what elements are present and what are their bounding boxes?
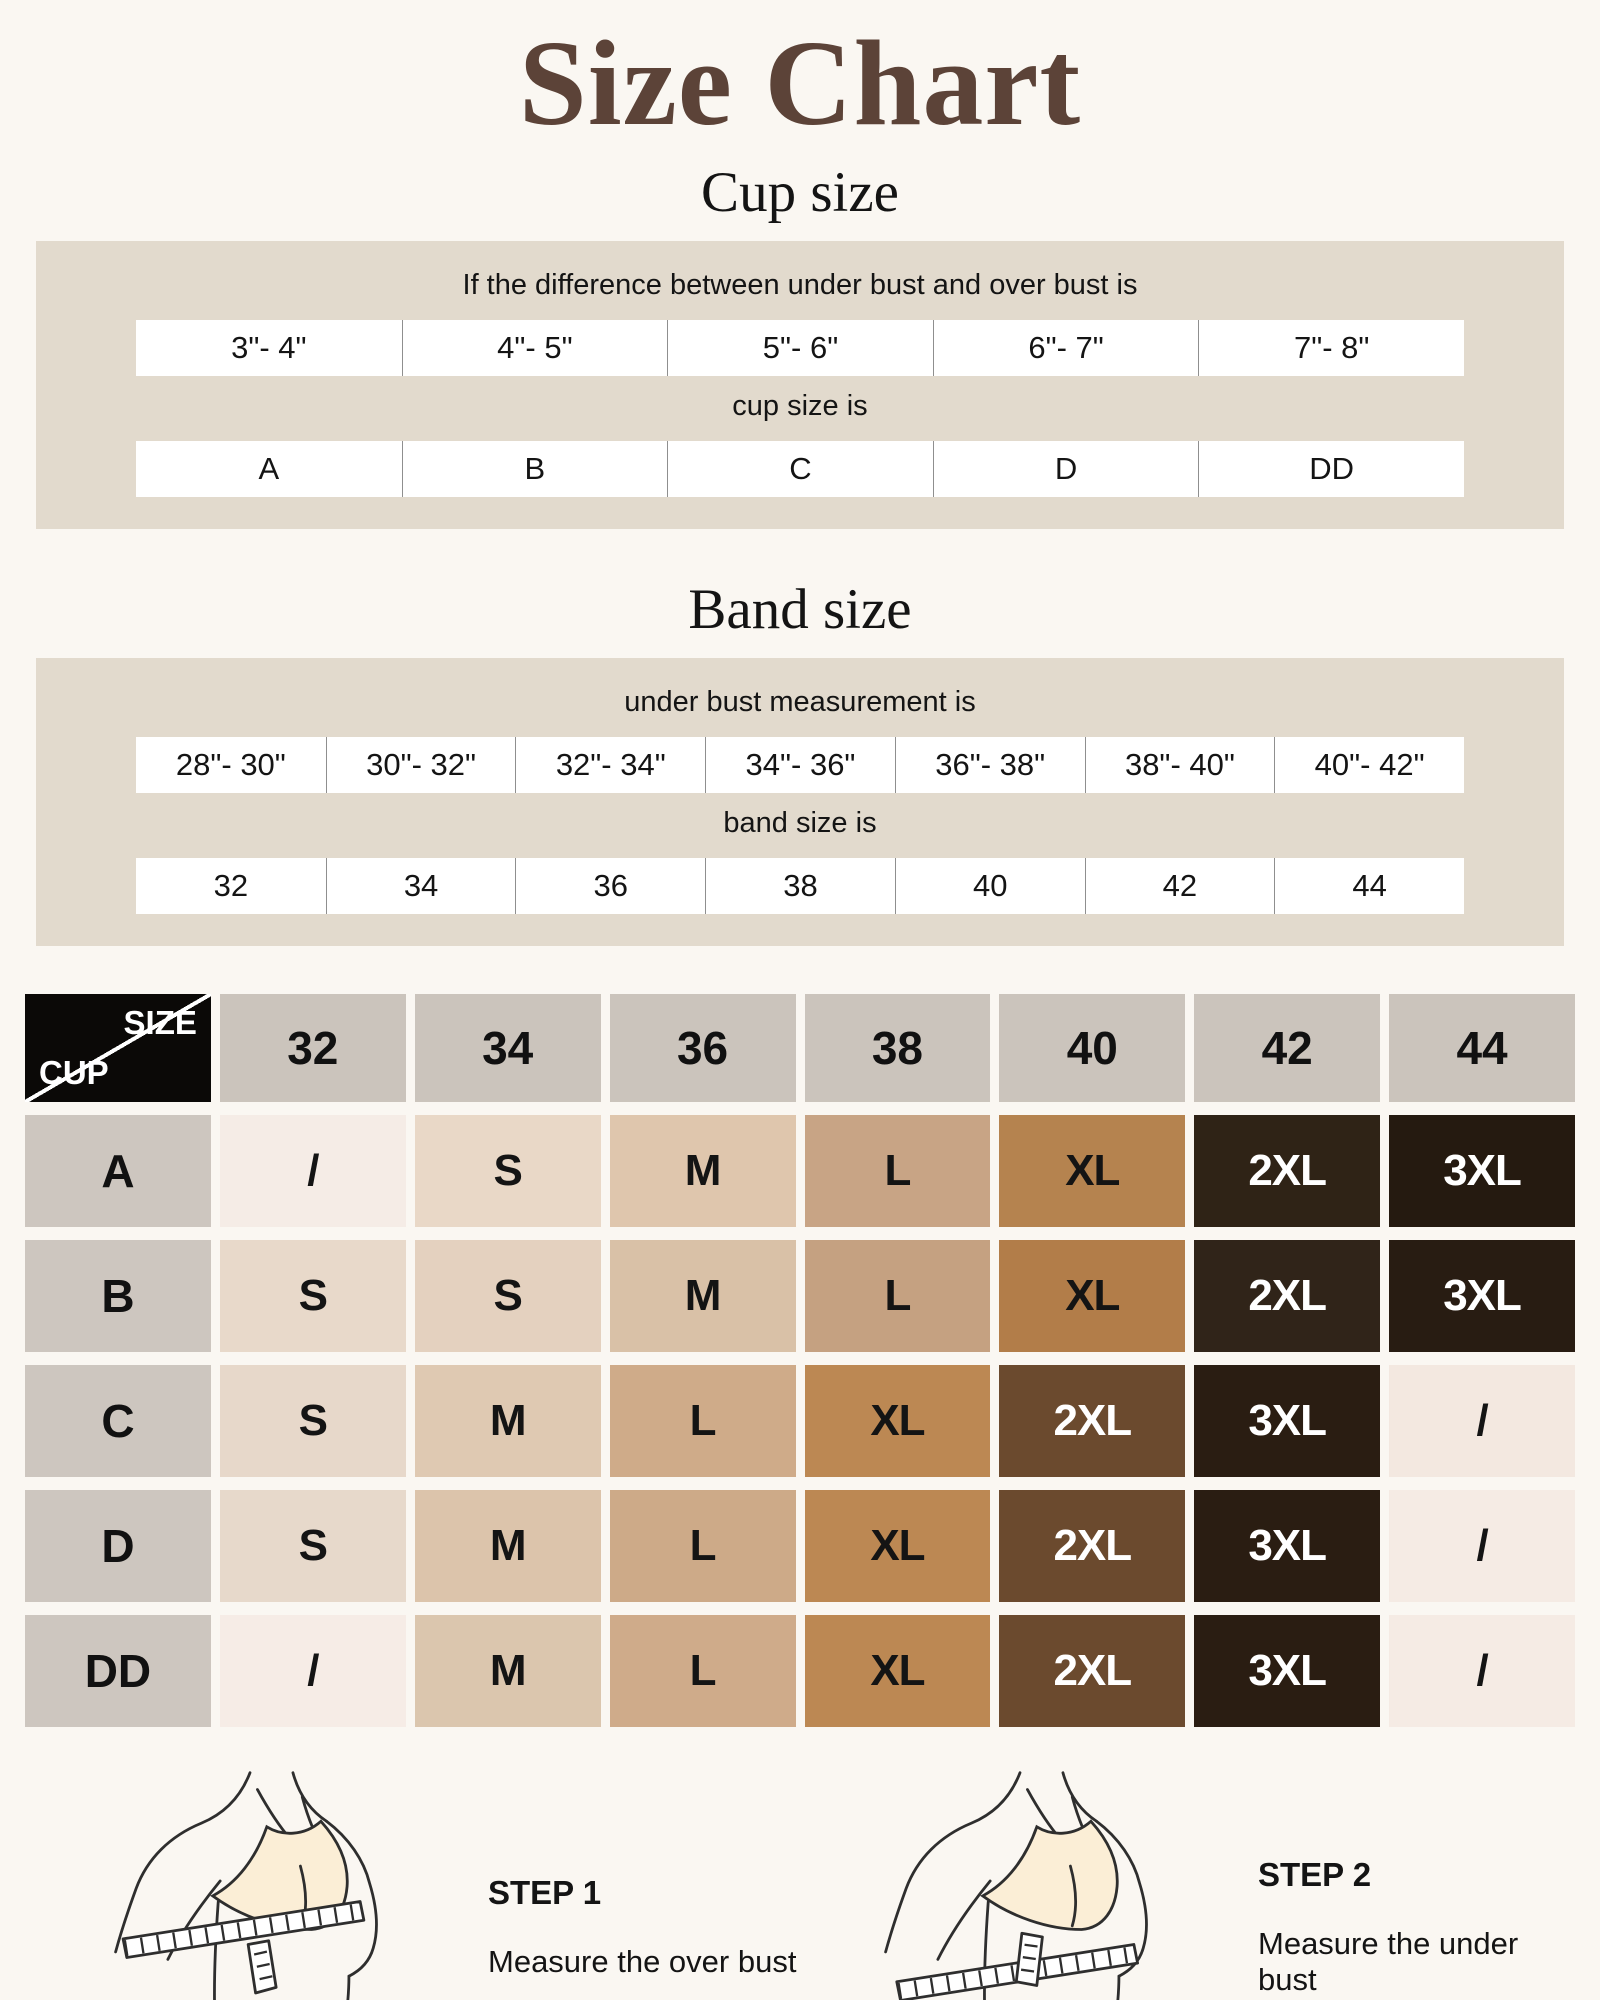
matrix-size-cell: XL (805, 1615, 991, 1727)
step-2-description: Measure the under bust (1258, 1926, 1519, 1997)
matrix-column-header: 38 (805, 994, 991, 1102)
band-size-cell: 36 (515, 858, 705, 914)
band-size-cell: 34 (326, 858, 516, 914)
matrix-size-cell: L (805, 1240, 991, 1352)
matrix-size-cell: S (415, 1115, 601, 1227)
underbust-range-cell: 32"- 34" (515, 737, 705, 793)
matrix-size-cell: / (1389, 1365, 1575, 1477)
matrix-size-cell: / (220, 1115, 406, 1227)
size-matrix-table (25, 994, 1575, 1727)
measuring-steps (30, 1769, 1570, 2000)
bra-underbust-measure-illustration (800, 1769, 1240, 2000)
matrix-column-header: 34 (415, 994, 601, 1102)
step-2-text (1258, 1856, 1570, 1998)
cup-difference-range-cell: 7"- 8" (1198, 320, 1464, 376)
matrix-size-cell: M (415, 1490, 601, 1602)
matrix-row-label: D (25, 1490, 211, 1602)
matrix-size-cell: 3XL (1389, 1115, 1575, 1227)
matrix-size-cell: S (415, 1240, 601, 1352)
cup-difference-caption: If the difference between under bust and over bust is (462, 269, 1138, 301)
corner-size-label: SIZE (123, 1004, 197, 1041)
matrix-row-label: C (25, 1365, 211, 1477)
step-1-description: Measure the over bust (488, 1944, 797, 1979)
underbust-range-cell: 38"- 40" (1085, 737, 1275, 793)
step-2-title: STEP 2 (1258, 1856, 1372, 1893)
cup-size-cell: DD (1198, 441, 1464, 497)
matrix-size-cell: 2XL (999, 1615, 1185, 1727)
matrix-column-header: 32 (220, 994, 406, 1102)
matrix-size-cell: 2XL (999, 1490, 1185, 1602)
band-size-cell: 44 (1274, 858, 1464, 914)
band-size-panel (36, 658, 1564, 946)
matrix-size-cell: 3XL (1194, 1490, 1380, 1602)
cup-size-cell: C (667, 441, 933, 497)
matrix-size-cell: XL (805, 1490, 991, 1602)
matrix-column-header: 40 (999, 994, 1185, 1102)
matrix-size-cell: M (415, 1615, 601, 1727)
cup-letters-row (136, 441, 1464, 497)
matrix-size-cell: XL (805, 1365, 991, 1477)
cup-size-cell: B (402, 441, 668, 497)
cup-difference-range-cell: 6"- 7" (933, 320, 1199, 376)
matrix-size-cell: L (610, 1365, 796, 1477)
matrix-size-cell: M (415, 1365, 601, 1477)
cup-size-panel (36, 241, 1564, 529)
matrix-size-cell: 2XL (1194, 1115, 1380, 1227)
band-size-cell: 40 (895, 858, 1085, 914)
bra-overbust-measure-illustration (30, 1769, 470, 2000)
cup-size-heading: Cup size (701, 161, 899, 224)
cup-size-is-caption: cup size is (732, 390, 868, 422)
band-size-cell: 32 (136, 858, 326, 914)
cup-size-cell: A (136, 441, 402, 497)
matrix-size-cell: S (220, 1490, 406, 1602)
matrix-size-cell: M (610, 1240, 796, 1352)
band-size-cell: 38 (705, 858, 895, 914)
matrix-size-cell: / (220, 1615, 406, 1727)
step-2 (800, 1769, 1570, 2000)
matrix-size-cell: 2XL (999, 1365, 1185, 1477)
matrix-size-cell: 3XL (1194, 1615, 1380, 1727)
matrix-column-header: 36 (610, 994, 796, 1102)
underbust-caption: under bust measurement is (624, 686, 976, 718)
step-1-text (488, 1874, 796, 1980)
band-size-cell: 42 (1085, 858, 1275, 914)
underbust-range-cell: 40"- 42" (1274, 737, 1464, 793)
matrix-row-label: A (25, 1115, 211, 1227)
matrix-size-cell: L (805, 1115, 991, 1227)
matrix-column-header: 44 (1389, 994, 1575, 1102)
underbust-range-cell: 28"- 30" (136, 737, 326, 793)
matrix-row-label: B (25, 1240, 211, 1352)
matrix-size-cell: 3XL (1389, 1240, 1575, 1352)
corner-cup-label: CUP (39, 1054, 109, 1091)
cup-difference-range-cell: 5"- 6" (667, 320, 933, 376)
step-1 (30, 1769, 800, 2000)
cup-size-cell: D (933, 441, 1199, 497)
matrix-size-cell: L (610, 1490, 796, 1602)
cup-difference-range-cell: 3"- 4" (136, 320, 402, 376)
step-1-title: STEP 1 (488, 1874, 602, 1911)
underbust-range-cell: 34"- 36" (705, 737, 895, 793)
matrix-column-header: 42 (1194, 994, 1380, 1102)
matrix-size-cell: 2XL (1194, 1240, 1380, 1352)
matrix-row-label: DD (25, 1615, 211, 1727)
page-title: Size Chart (518, 16, 1082, 151)
band-numbers-row (136, 858, 1464, 914)
matrix-size-cell: M (610, 1115, 796, 1227)
cup-difference-range-cell: 4"- 5" (402, 320, 668, 376)
matrix-size-cell: S (220, 1365, 406, 1477)
matrix-size-cell: / (1389, 1490, 1575, 1602)
cup-difference-row (136, 320, 1464, 376)
matrix-size-cell: XL (999, 1115, 1185, 1227)
matrix-size-cell: S (220, 1240, 406, 1352)
underbust-range-row (136, 737, 1464, 793)
matrix-size-cell: 3XL (1194, 1365, 1380, 1477)
underbust-range-cell: 30"- 32" (326, 737, 516, 793)
matrix-corner-cell (25, 994, 211, 1102)
band-size-is-caption: band size is (723, 807, 877, 839)
matrix-size-cell: XL (999, 1240, 1185, 1352)
band-size-heading: Band size (688, 578, 912, 641)
matrix-size-cell: L (610, 1615, 796, 1727)
matrix-size-cell: / (1389, 1615, 1575, 1727)
underbust-range-cell: 36"- 38" (895, 737, 1085, 793)
